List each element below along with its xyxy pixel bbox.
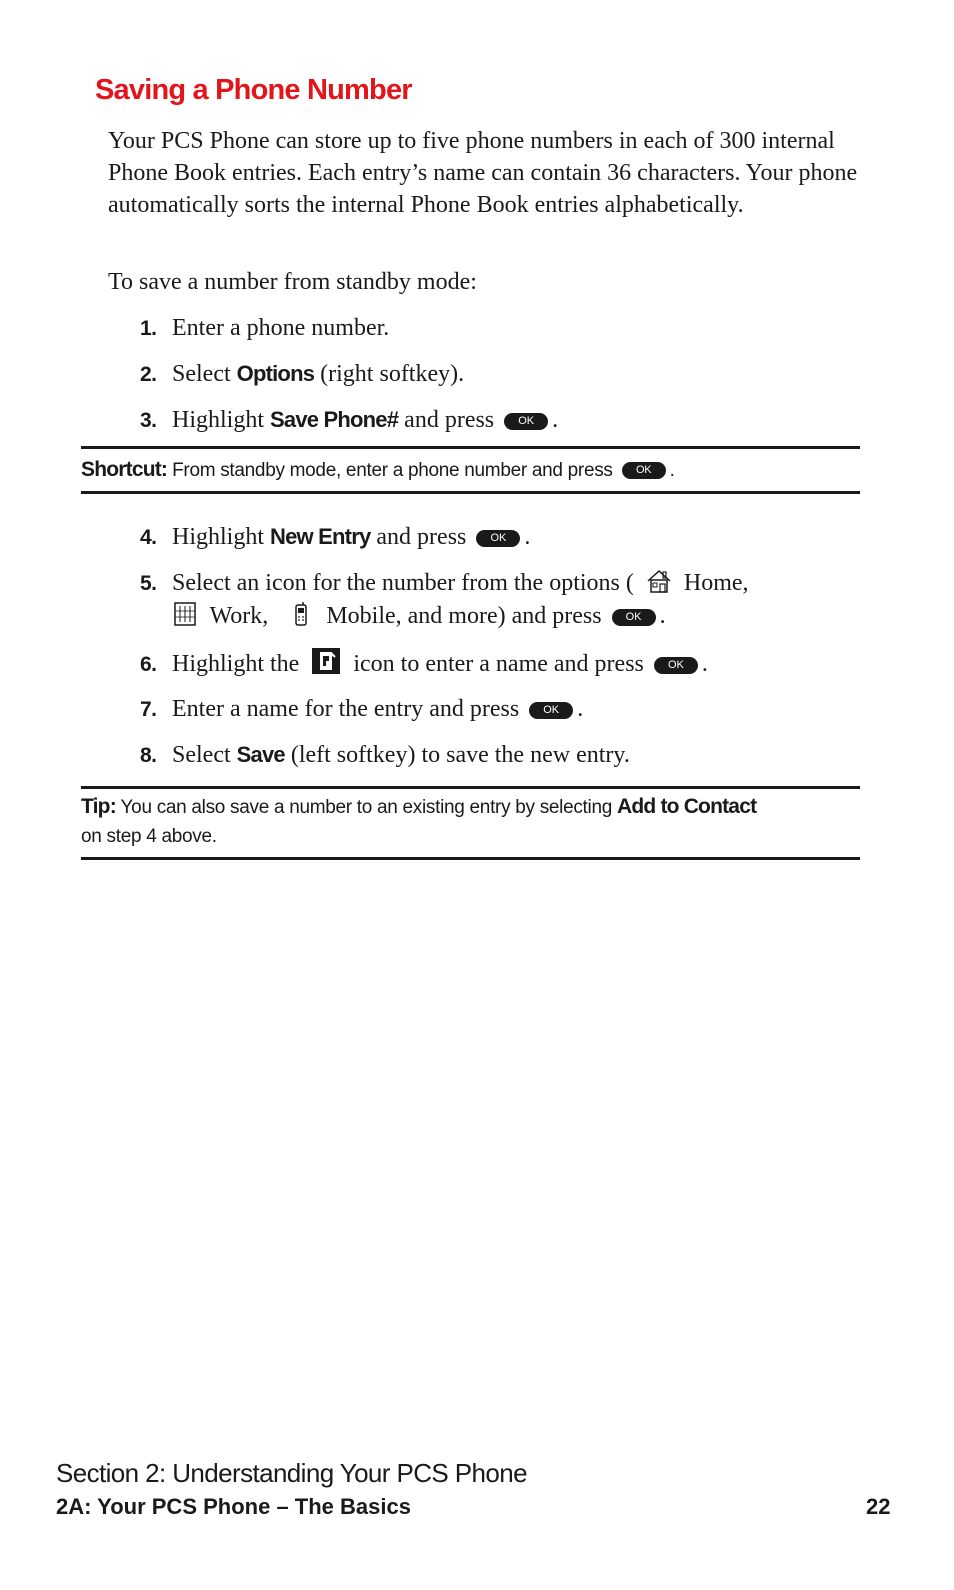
- step-text: and press: [404, 407, 495, 433]
- step-text: Highlight: [172, 407, 265, 433]
- ok-key-icon: OK: [504, 413, 548, 430]
- step-number: 1.: [140, 317, 157, 340]
- footer-section-title: Section 2: Understanding Your PCS Phone: [56, 1458, 527, 1488]
- step-8: [140, 739, 630, 772]
- step-end: .: [701, 651, 708, 677]
- shortcut-end: .: [669, 460, 675, 481]
- ok-key-icon: OK: [529, 702, 573, 719]
- footer-chapter-title: 2A: Your PCS Phone – The Basics: [56, 1494, 411, 1519]
- step-text: Enter a phone number.: [172, 315, 390, 341]
- work-label: Work,: [209, 603, 269, 629]
- step-text: Select: [172, 742, 231, 768]
- tip-top-rule: [81, 786, 860, 789]
- ok-key-icon: OK: [476, 530, 520, 547]
- command-options: Options: [236, 361, 315, 386]
- shortcut-label: Shortcut:: [81, 458, 168, 481]
- step-number: 4.: [140, 526, 157, 549]
- shortcut-top-rule: [81, 446, 860, 449]
- command-add-to-contact: Add to Contact: [616, 795, 757, 818]
- step-end: .: [552, 407, 559, 433]
- step-2: [140, 358, 464, 391]
- step-number: 8.: [140, 744, 157, 767]
- step-end: .: [659, 603, 666, 629]
- step-text: Enter a name for the entry and press: [172, 696, 520, 722]
- step-text: (right softkey).: [320, 361, 465, 387]
- step-1: [140, 312, 389, 345]
- tip-text-line2: on step 4 above.: [81, 826, 217, 847]
- intro-paragraph: Your PCS Phone can store up to five phone numbers in each of 300 internal Phone Book entries. Each entry’s name can contain 36 characters. Your phone automatically sorts the internal Phone Book entries alphabetically.: [108, 128, 858, 218]
- step-text: icon to enter a name and press: [353, 651, 644, 677]
- home-icon: [646, 568, 672, 594]
- tip-label: Tip:: [81, 795, 116, 818]
- step-text: Select: [172, 361, 231, 387]
- mobile-label: Mobile, and more) and press: [326, 603, 602, 629]
- home-label: Home,: [683, 570, 749, 596]
- step-5-continued: [166, 600, 666, 632]
- step-number: 6.: [140, 653, 157, 676]
- work-icon: [172, 601, 198, 627]
- tip-note: [81, 792, 860, 851]
- step-number: 5.: [140, 572, 157, 595]
- step-7: [140, 693, 583, 726]
- ok-key-icon: OK: [622, 462, 666, 479]
- mobile-icon: [288, 601, 314, 627]
- step-end: .: [524, 524, 531, 550]
- step-3: [140, 404, 558, 437]
- ok-key-icon: OK: [654, 657, 698, 674]
- step-5: [140, 567, 749, 600]
- step-text: and press: [376, 524, 467, 550]
- step-4: [140, 521, 530, 554]
- page-title: Saving a Phone Number: [95, 74, 412, 106]
- command-save: Save: [236, 742, 285, 767]
- step-text: Highlight: [172, 524, 265, 550]
- shortcut-bottom-rule: [81, 491, 860, 494]
- tip-bottom-rule: [81, 857, 860, 860]
- command-new-entry: New Entry: [270, 524, 371, 549]
- step-text: Select an icon for the number from the options (: [172, 570, 634, 596]
- step-number: 7.: [140, 698, 157, 721]
- step-end: .: [577, 696, 584, 722]
- ok-key-icon: OK: [612, 609, 656, 626]
- step-text: (left softkey) to save the new entry.: [290, 742, 630, 768]
- command-save-phone: Save Phone#: [270, 407, 399, 432]
- tip-text: You can also save a number to an existing entry by selecting: [120, 797, 612, 818]
- lead-in-text: To save a number from standby mode:: [108, 269, 477, 295]
- name-entry-icon: [311, 647, 341, 675]
- step-number: 3.: [140, 409, 157, 432]
- step-6: [140, 647, 708, 681]
- page-number: 22: [866, 1494, 891, 1519]
- shortcut-text: From standby mode, enter a phone number and press: [172, 460, 613, 481]
- step-number: 2.: [140, 363, 157, 386]
- step-text: Highlight the: [172, 651, 300, 677]
- shortcut-note: [81, 455, 860, 485]
